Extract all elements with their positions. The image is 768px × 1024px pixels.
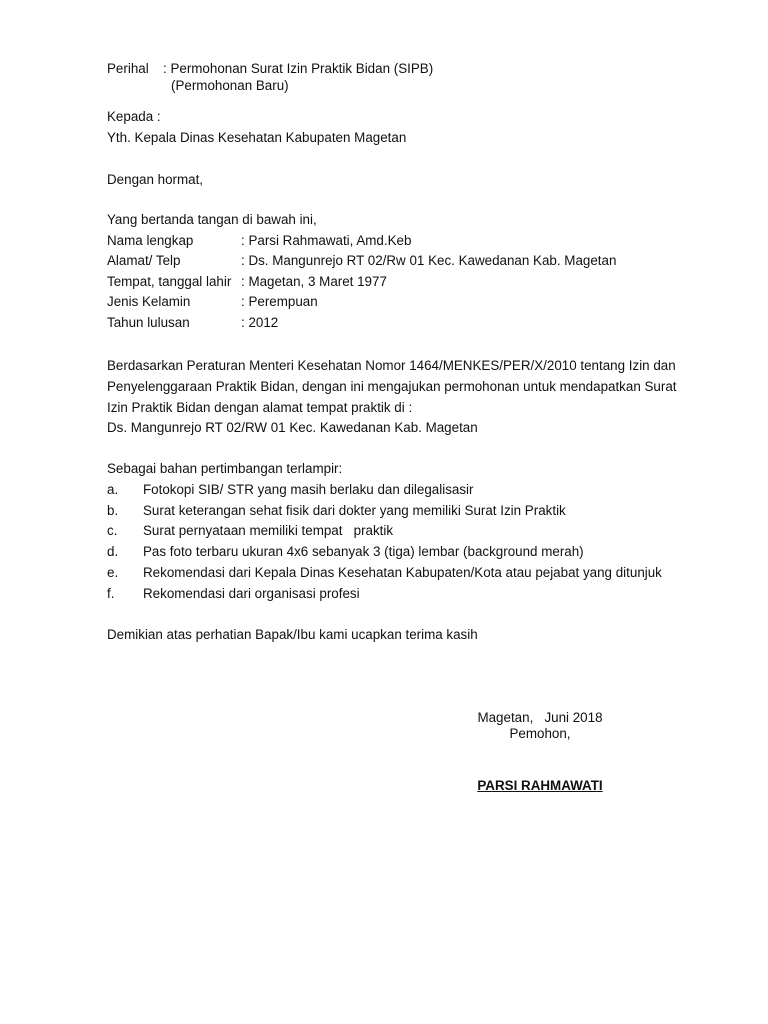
- body-line: Penyelenggaraan Praktik Bidan, dengan ini mengajukan permohonan untuk mendapatkan Surat: [107, 378, 677, 394]
- recipient-label: Kepada :: [107, 109, 161, 124]
- list-text: Surat keterangan sehat fisik dari dokter yang memiliki Surat Izin Praktik: [143, 502, 566, 518]
- field-row: [107, 272, 616, 293]
- field-value: : Parsi Rahmawati, Amd.Keb: [241, 232, 412, 248]
- list-marker: b.: [107, 502, 119, 518]
- list-text: Pas foto terbaru ukuran 4x6 sebanyak 3 (tiga) lembar (background merah): [143, 544, 584, 560]
- list-marker: d.: [107, 544, 119, 560]
- list-text: Rekomendasi dari Kepala Dinas Kesehatan Kabupaten/Kota atau pejabat yang ditunjuk: [143, 564, 662, 580]
- attachments-title: Sebagai bahan pertimbangan terlampir:: [107, 461, 343, 476]
- field-label: Tahun lulusan: [107, 314, 190, 330]
- signature-place-date: Magetan, Juni 2018: [477, 710, 603, 725]
- field-label: Alamat/ Telp: [107, 253, 181, 268]
- field-row: [107, 251, 616, 272]
- list-item: [107, 563, 662, 584]
- field-value: : Perempuan: [241, 294, 318, 309]
- field-value: : Magetan, 3 Maret 1977: [241, 273, 387, 289]
- recipient-name: Yth. Kepala Dinas Kesehatan Kabupaten Magetan: [107, 129, 407, 145]
- subject-label: Perihal: [107, 61, 149, 76]
- field-label: Nama lengkap: [107, 232, 194, 248]
- list-item: [107, 542, 662, 563]
- field-row: [107, 292, 616, 313]
- list-item: [107, 584, 662, 605]
- list-marker: a.: [107, 481, 119, 497]
- field-value: : 2012: [241, 314, 279, 330]
- body-line: Izin Praktik Bidan dengan alamat tempat praktik di :: [107, 399, 413, 415]
- body-line: Berdasarkan Peraturan Menteri Kesehatan Nomor 1464/MENKES/PER/X/2010 tentang Izin dan: [107, 358, 676, 373]
- intro-text: Yang bertanda tangan di bawah ini,: [107, 212, 317, 227]
- field-row: [107, 313, 616, 334]
- subject-block: [107, 60, 433, 94]
- field-label: Tempat, tanggal lahir: [107, 273, 232, 289]
- field-value: : Ds. Mangunrejo RT 02/Rw 01 Kec. Kawedanan Kab. Magetan: [241, 253, 617, 268]
- greeting-block: [107, 170, 203, 191]
- signature-name: PARSI RAHMAWATI: [477, 778, 603, 793]
- subject-value: : Permohonan Surat Izin Praktik Bidan (SIPB): [163, 61, 434, 76]
- list-item: [107, 521, 662, 542]
- field-label: Jenis Kelamin: [107, 294, 191, 309]
- attachments-block: [107, 459, 662, 605]
- field-row: [107, 231, 616, 252]
- identity-block: [107, 210, 616, 333]
- signature-role: Pemohon,: [509, 726, 571, 741]
- subject-sub: (Permohonan Baru): [171, 78, 289, 93]
- body-paragraph: [107, 356, 677, 439]
- list-marker: c.: [107, 523, 118, 539]
- greeting: Dengan hormat,: [107, 172, 204, 187]
- list-marker: e.: [107, 564, 119, 580]
- closing-text: Demikian atas perhatian Bapak/Ibu kami ucapkan terima kasih: [107, 627, 478, 642]
- list-item: [107, 480, 662, 501]
- signature-block: [440, 710, 640, 794]
- closing-block: [107, 625, 478, 646]
- body-line: Ds. Mangunrejo RT 02/RW 01 Kec. Kawedanan Kab. Magetan: [107, 420, 478, 436]
- recipient-block: [107, 107, 406, 148]
- list-text: Fotokopi SIB/ STR yang masih berlaku dan dilegalisasir: [143, 481, 474, 497]
- list-item: [107, 501, 662, 522]
- list-marker: f.: [107, 585, 115, 601]
- list-text: Surat pernyataan memiliki tempat praktik: [143, 523, 394, 539]
- list-text: Rekomendasi dari organisasi profesi: [143, 585, 360, 601]
